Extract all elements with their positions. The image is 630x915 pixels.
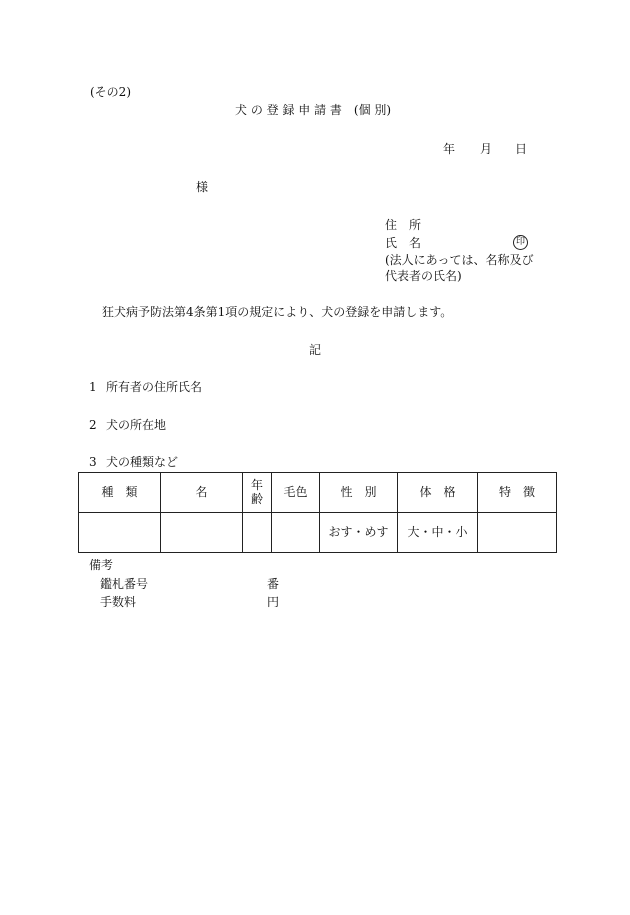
cell-features[interactable] bbox=[478, 513, 557, 553]
header-age bbox=[243, 473, 272, 513]
cell-coat-color[interactable] bbox=[272, 513, 320, 553]
cell-sex[interactable]: おす・めす bbox=[320, 513, 398, 553]
tag-number-unit: 番 bbox=[267, 577, 280, 591]
seal-mark: 印 bbox=[513, 235, 528, 250]
date-year: 年 bbox=[443, 142, 456, 156]
header-coat-color: 毛色 bbox=[272, 473, 320, 513]
fee-unit: 円 bbox=[267, 595, 280, 609]
cell-age[interactable] bbox=[243, 513, 272, 553]
item-2-label: 犬の所在地 bbox=[106, 418, 167, 432]
date-day: 日 bbox=[515, 142, 528, 156]
address-label: 住 所 bbox=[385, 218, 422, 232]
header-name: 名 bbox=[161, 473, 243, 513]
ki-heading: 記 bbox=[309, 343, 322, 357]
fee-label: 手数料 bbox=[100, 595, 137, 609]
doc-number: (その2) bbox=[90, 85, 131, 99]
header-age-text: 年齢 bbox=[250, 477, 263, 506]
header-features: 特 徴 bbox=[478, 473, 557, 513]
corporation-note-line1: (法人にあっては、名称及び bbox=[385, 253, 534, 267]
header-size: 体 格 bbox=[398, 473, 478, 513]
cell-breed[interactable] bbox=[79, 513, 161, 553]
date-month: 月 bbox=[480, 142, 493, 156]
doc-title: 犬 の 登 録 申 請 書 (個 別) bbox=[235, 103, 392, 117]
application-statement: 狂犬病予防法第4条第1項の規定により、犬の登録を申請します。 bbox=[102, 305, 453, 319]
item-1-number: 1 bbox=[89, 380, 97, 394]
name-label: 氏 名 bbox=[385, 236, 422, 250]
item-3-label: 犬の種類など bbox=[106, 455, 179, 469]
table-header-row bbox=[79, 473, 557, 513]
tag-number-label: 鑑札番号 bbox=[100, 577, 149, 591]
table-row bbox=[79, 513, 557, 553]
header-breed: 種 類 bbox=[79, 473, 161, 513]
header-sex: 性 別 bbox=[320, 473, 398, 513]
addressee-suffix: 様 bbox=[196, 180, 209, 194]
item-1-label: 所有者の住所氏名 bbox=[106, 380, 203, 394]
cell-size[interactable]: 大・中・小 bbox=[398, 513, 478, 553]
dog-details-table bbox=[78, 472, 557, 553]
corporation-note-line2: 代表者の氏名) bbox=[385, 269, 462, 283]
item-2-number: 2 bbox=[89, 418, 97, 432]
remarks-title: 備考 bbox=[89, 558, 114, 572]
item-3-number: 3 bbox=[89, 455, 97, 469]
cell-name[interactable] bbox=[161, 513, 243, 553]
